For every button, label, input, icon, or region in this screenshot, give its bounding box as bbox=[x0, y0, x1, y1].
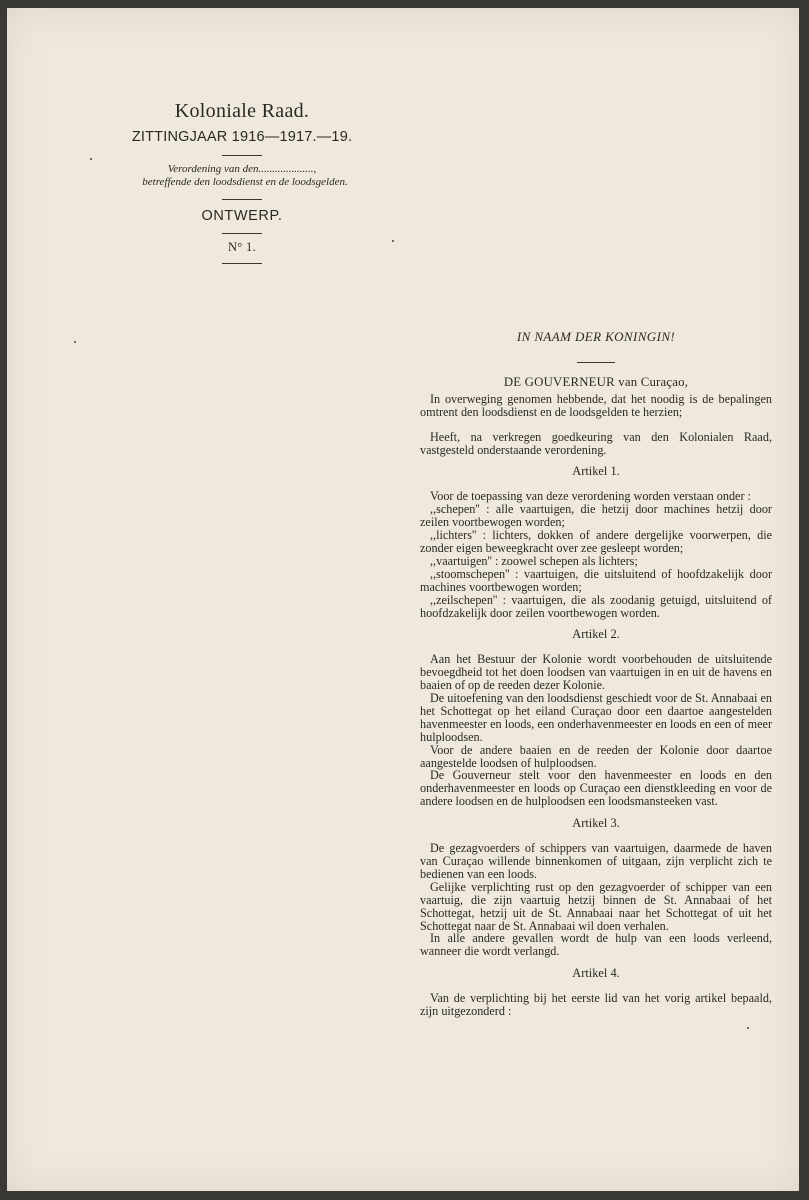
ordinance-text bbox=[420, 331, 772, 1018]
paper-speck bbox=[392, 240, 394, 242]
definition-item: ,,zeilschepen'' : vaartuigen, die als zoodanig getuigd, uitsluitend of hoofdzakelijk door zeilen voortbewogen worden. bbox=[420, 592, 772, 620]
definition-item: ,,lichters'' : lichters, dokken of andere dergelijke voorwerpen, die zonder eigen beweegkracht over zee gesleept worden; bbox=[420, 528, 772, 555]
council-title: Koloniale Raad. bbox=[174, 100, 310, 122]
ordinance-subject bbox=[107, 163, 377, 189]
article-heading: Artikel 3. bbox=[572, 816, 620, 831]
preamble-paragraph: In overweging genomen hebbende, dat het noodig is de bepalingen omtrent den loodsdienst en de loodsgelden te herzien; bbox=[420, 391, 772, 419]
article-paragraph: Voor de andere baaien en de reeden der Kolonie door daartoe aangestelde loodsen of hulploodsen. bbox=[420, 742, 772, 770]
article-heading: Artikel 1. bbox=[572, 464, 620, 479]
governor-heading: DE GOUVERNEUR van Curaçao, bbox=[503, 374, 689, 389]
divider bbox=[222, 263, 262, 264]
definition-item: ,,schepen'' : alle vaartuigen, die hetzij door machines hetzij door zeilen voortbewogen worden; bbox=[420, 502, 772, 530]
paper-speck bbox=[90, 158, 92, 160]
draft-label: ONTWERP. bbox=[201, 208, 283, 224]
ordinance-line-1: Verordening van den...................., bbox=[167, 163, 317, 175]
definition-item: ,,stoomschepen'' : vaartuigen, die uitsluitend of hoofdzakelijk door machines voortbewogen worden; bbox=[420, 566, 772, 594]
article-paragraph: Van de verplichting bij het eerste lid van het vorig artikel bepaald, zijn uitgezonderd : bbox=[420, 991, 772, 1019]
session-year: ZITTINGJAAR 1916—1917.—19. bbox=[131, 129, 353, 145]
divider bbox=[577, 362, 615, 363]
divider bbox=[222, 155, 262, 156]
paper-speck bbox=[74, 341, 76, 343]
article-heading: Artikel 4. bbox=[572, 966, 620, 981]
definition-item: ,,vaartuigen'' : zoowel schepen als lichters; bbox=[430, 553, 638, 568]
divider bbox=[222, 199, 262, 200]
invocation: IN NAAM DER KONINGIN! bbox=[516, 329, 676, 344]
document-page bbox=[7, 8, 799, 1191]
divider bbox=[222, 233, 262, 234]
paper-speck bbox=[747, 1027, 749, 1029]
article-heading: Artikel 2. bbox=[572, 627, 620, 642]
preamble-paragraph: Heeft, na verkregen goedkeuring van den Kolonialen Raad, vastgesteld onderstaande verordening. bbox=[420, 429, 772, 457]
article-paragraph: De gezagvoerders of schippers van vaartuigen, daarmede de haven van Curaçao willende binnenkomen of uitgaan, zijn verplicht zich te bedienen van een loods. bbox=[420, 841, 772, 881]
article-paragraph: In alle andere gevallen wordt de hulp van een loods verleend, wanneer die wordt verlangd. bbox=[420, 931, 772, 959]
article-paragraph: Voor de toepassing van deze verordening worden verstaan onder : bbox=[430, 489, 751, 504]
article-paragraph: Gelijke verplichting rust op den gezagvoerder of schipper van een vaartuig, die zijn vaartuig hetzij binnen de St. Annabaai of het Schottegat, hetzij uit de St. Annabaai naar het Schottegat of uit het Schottegat naar de St. Annabaai wil doen verhalen. bbox=[420, 879, 772, 933]
article-paragraph: Aan het Bestuur der Kolonie wordt voorbehouden de uitsluitende bevoegdheid tot het doen loodsen van vaartuigen in en uit de havens en baaien of op de reeden dezer Kolonie. bbox=[420, 652, 772, 693]
document-header bbox=[107, 98, 377, 264]
article-paragraph: De uitoefening van den loodsdienst geschiedt voor de St. Annabaai en het Schottegat op het eiland Curaçao door een daartoe aangestelden havenmeester en loods, een onderhavenmeester en loods en een of meer hulploodsen. bbox=[420, 691, 772, 744]
ordinance-line-2: betreffende den loodsdienst en de loodsgelden. bbox=[142, 176, 348, 188]
draft-number: N° 1. bbox=[227, 240, 257, 254]
article-paragraph: De Gouverneur stelt voor den havenmeester en loods en den onderhavenmeester en loods op Curaçao een dienstkleeding en voor de andere loodsen en de hulploodsen een loodsmansteeken vast. bbox=[420, 768, 772, 809]
